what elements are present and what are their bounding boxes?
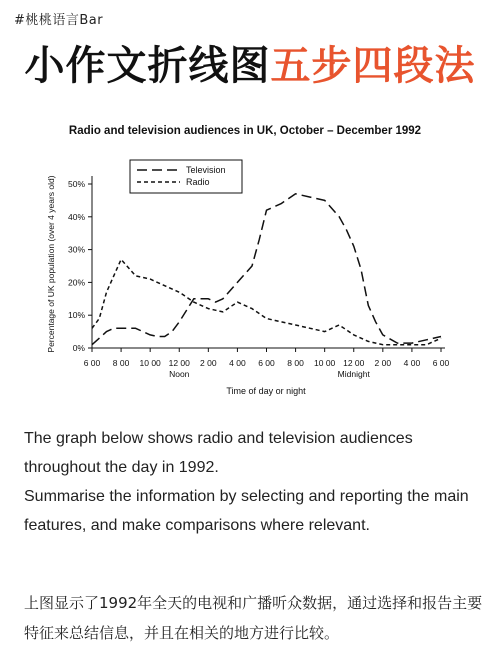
x-tick-label: 12 00 (343, 358, 365, 368)
y-tick-label: 30% (67, 244, 85, 255)
y-tick-label: 40% (67, 211, 85, 222)
hashtag-label: #桃桃语言Bar (14, 13, 104, 28)
header-banner (0, 0, 500, 100)
chart-legend (130, 160, 242, 193)
x-axis-label: Time of day or night (226, 386, 306, 396)
series-line-radio (92, 259, 441, 344)
title-main: 小作文折线图 (24, 43, 271, 89)
chart-panel (0, 100, 500, 410)
legend-label: Television (186, 165, 226, 175)
x-tick-label: 8 00 (287, 358, 304, 368)
chart-title: Radio and television audiences in UK, October – December 1992 (68, 125, 422, 137)
legend-label: Radio (186, 177, 210, 187)
y-tick-label: 20% (67, 277, 85, 288)
x-sub-label: Noon (169, 369, 190, 379)
x-tick-label: 2 00 (374, 358, 392, 368)
x-tick-label: 10 00 (314, 358, 336, 368)
y-tick-label: 0% (72, 343, 85, 353)
x-tick-label: 2 00 (200, 358, 217, 368)
y-axis-label: Percentage of UK population (over 4 years old) (46, 175, 56, 353)
x-tick-label: 12 00 (168, 358, 190, 368)
x-tick-label: 4 00 (229, 358, 246, 368)
series-line-television (92, 194, 441, 345)
x-tick-label: 6 00 (258, 358, 275, 368)
chart-axes (92, 176, 445, 348)
line-chart (0, 100, 500, 410)
y-tick-label: 50% (67, 179, 85, 189)
title-accent: 五步四段法 (270, 43, 476, 89)
x-tick-label: 8 00 (112, 358, 130, 368)
x-tick-label: 6 00 (432, 358, 450, 368)
task-instructions (24, 424, 484, 540)
x-tick-label: 10 00 (139, 358, 161, 368)
x-tick-label: 6 00 (83, 358, 101, 368)
x-tick-label: 4 00 (403, 358, 421, 368)
y-tick-label: 10% (67, 310, 85, 321)
chart-ticks (68, 179, 450, 379)
x-sub-label: Midnight (337, 369, 370, 379)
chart-series (92, 194, 441, 345)
task-chinese-translation: 上图显示了1992年全天的电视和广播听众数据，通过选择和报告主要特征来总结信息，并且在相关的地方进行比较。 (24, 594, 483, 642)
task-paragraph-2: Summarise the information by selecting and reporting the main features, and make comparisons where relevant. (24, 488, 469, 534)
task-paragraph-1: The graph below shows radio and television audiences throughout the day in 1992. (24, 430, 413, 476)
page-title (0, 34, 500, 91)
